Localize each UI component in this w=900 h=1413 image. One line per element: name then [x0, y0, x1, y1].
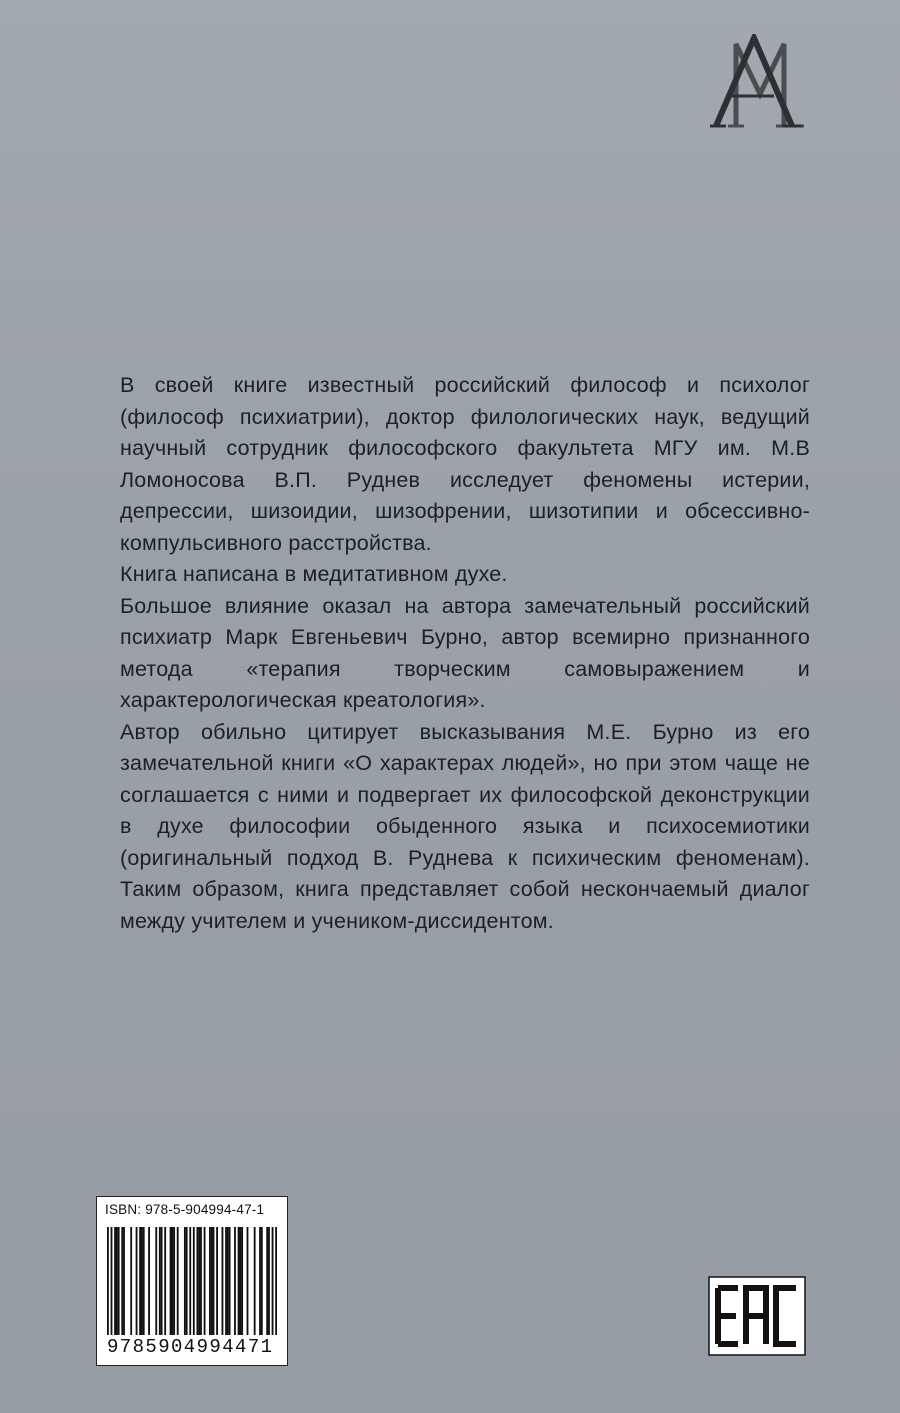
barcode-bar — [111, 1227, 113, 1335]
annotation-paragraph: Книга написана в медитативном духе. — [120, 562, 508, 586]
barcode-bar — [136, 1227, 138, 1335]
barcode-bar — [204, 1227, 206, 1335]
barcode-bar — [184, 1227, 186, 1335]
barcode-bar — [225, 1227, 227, 1335]
barcode-bar — [107, 1227, 109, 1335]
barcode-bar — [266, 1227, 268, 1335]
barcode-bar — [161, 1227, 163, 1335]
barcode-bar — [196, 1227, 198, 1335]
annotation-paragraph: Большое влияние оказал на автора замечательный российский психиатр Марк Евгеньевич Бурно, автор всемирно признанного метода «терапия творческим самовыражением и характерологическая креатология». — [120, 593, 810, 712]
barcode-bar — [130, 1227, 132, 1335]
barcode-bar — [209, 1227, 211, 1335]
barcode-bar — [141, 1227, 143, 1335]
barcode-bar — [275, 1227, 277, 1335]
barcode-bar — [118, 1227, 120, 1335]
annotation-paragraph: Автор обильно цитирует высказывания М.Е. Бурно из его замечательной книги «О характерах людей», но при этом чаще не соглашается с ними и подвергает их философской деконструкции в духе философии обыденного языка и психосемиотики (оригинальный подход В. Руднева к психическим феноменам). Таким образом, книга представляет собой нескончаемый диалог между учителем и учеником-диссидентом. — [120, 719, 810, 933]
barcode-bar — [259, 1227, 261, 1335]
barcode-bar — [155, 1227, 157, 1335]
barcode-bar — [170, 1227, 172, 1335]
barcode-bar — [116, 1227, 118, 1335]
barcode-bar — [229, 1227, 231, 1335]
barcode-bar — [272, 1227, 274, 1335]
barcode-label — [96, 1196, 288, 1366]
barcode-bar — [171, 1227, 173, 1335]
barcode-bar — [222, 1227, 224, 1335]
barcode-bar — [177, 1227, 179, 1335]
barcode-bar — [143, 1227, 145, 1335]
barcode-bar — [186, 1227, 188, 1335]
barcode-bar — [148, 1227, 150, 1335]
barcode-bar — [241, 1227, 243, 1335]
barcode-bar — [193, 1227, 195, 1335]
isbn-text: ISBN: 978-5-904994-47-1 — [105, 1202, 265, 1217]
barcode-bar — [211, 1227, 213, 1335]
barcode-bar — [198, 1227, 200, 1335]
barcode-bar — [123, 1227, 125, 1335]
barcode-bar — [247, 1227, 249, 1335]
barcode-bar — [254, 1227, 256, 1335]
barcode-bar — [213, 1227, 215, 1335]
barcode-bar — [164, 1227, 166, 1335]
barcode-bar — [189, 1227, 191, 1335]
barcode-bar — [268, 1227, 270, 1335]
barcode-bar — [173, 1227, 175, 1335]
barcode-bar — [234, 1227, 236, 1335]
eac-mark-icon — [708, 1276, 806, 1356]
barcode-bars — [107, 1227, 277, 1335]
barcode-bar — [200, 1227, 202, 1335]
annotation-text — [120, 370, 810, 937]
barcode-bar — [227, 1227, 229, 1335]
am-monogram-icon — [708, 34, 812, 134]
barcode-bar — [216, 1227, 218, 1335]
annotation-paragraph: В своей книге известный российский философ и психолог (философ психиатрии), доктор филологических наук, ведущий научный сотрудник философского факультета МГУ им. М.В Ломоносова В.П. Руднев исследует феномены истерии, депрессии, шизоидии, шизофрении, шизотипии и обсессивно-компульсивного расстройства. — [120, 373, 810, 555]
barcode-bar — [139, 1227, 141, 1335]
barcode-bar — [114, 1227, 116, 1335]
barcode-bar — [239, 1227, 241, 1335]
barcode-number: 9785904994471 — [107, 1336, 274, 1358]
barcode-bar — [121, 1227, 123, 1335]
barcode-bar — [159, 1227, 161, 1335]
barcode-bar — [238, 1227, 240, 1335]
barcode-bar — [261, 1227, 263, 1335]
